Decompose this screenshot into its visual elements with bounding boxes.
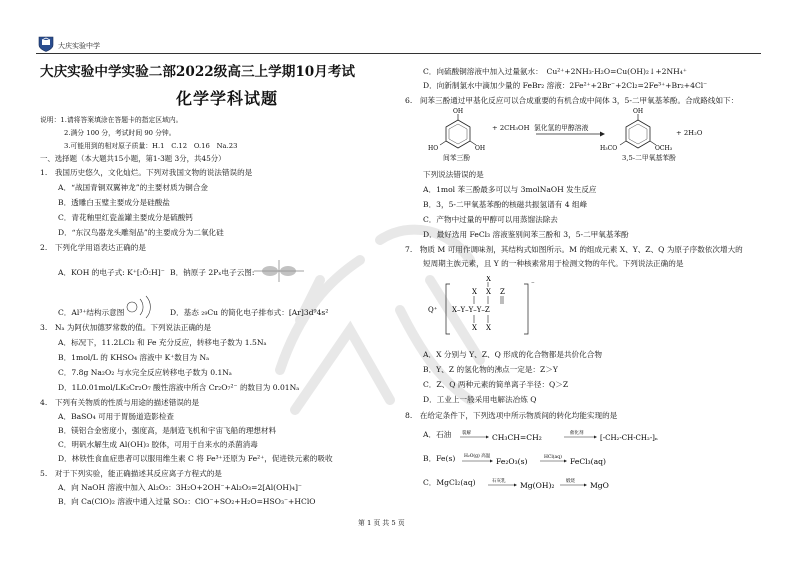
svg-text:X: X: [486, 288, 491, 296]
q5-option-d: D．向新制氯水中滴加少量的 FeBr₂ 溶液：2Fe²⁺+2Br⁻+2Cl₂=2Fe³⁺+Br₂+4Cl⁻: [423, 81, 708, 90]
question-7: 7. 物质 M 可用作调味剂，其结构式如图所示。M 的组成元素 X、Y、Z、Q 为原子序数依次增大的: [405, 245, 743, 254]
school-name: 大庆实验中学: [58, 42, 100, 50]
q2-option-d: D．基态 ₂₉Cu 的简化电子排布式：[Ar]3d⁹4s²: [170, 308, 329, 317]
exam-title: 大庆实验中学实验二部2022级高三上学期10月考试: [40, 64, 356, 80]
question-6: 6. 间苯三酚通过甲基化反应可以合成重要的有机合成中间体 3，5-二甲氧基苯酚。合成路线如下：: [405, 96, 739, 105]
q7-structure-formula: [428, 276, 538, 342]
electron-cloud-figure: [254, 260, 304, 282]
al-ion-structure-diagram: [118, 293, 162, 321]
q3-option-d: D．1L0.01mol/LK₂Cr₂O₇ 酸性溶液中所含 Cr₂O₇²⁻ 的数目为 0.01Nₐ: [58, 383, 300, 392]
q8a-cond1: 裂解: [462, 431, 471, 436]
note-2: 2.满分 100 分，考试时间 90 分钟。: [64, 129, 176, 137]
note-3: 3.可能用到的相对原子质量：H.1 C.12 O.16 Na.23: [64, 142, 238, 150]
question-5: 5. 对于下列实验，能正确描述其反应离子方程式的是: [40, 469, 222, 478]
q8b-cond1: H₂O(g) 高温: [464, 454, 491, 459]
note-1: 说明：1.请将答案填涂在答题卡的指定区域内。: [40, 116, 183, 124]
svg-text:Z: Z: [500, 288, 505, 296]
svg-text:OH: OH: [453, 108, 464, 115]
q8a-product: [-CH₂-CH-CH₂-]ₙ: [600, 434, 658, 442]
page-footer: 第 1 页 共 5 页: [358, 519, 405, 527]
q8b-step2: Fe₂O₃(s): [496, 457, 528, 466]
q8-option-a: A．石油: [423, 430, 452, 439]
q8-chain-c: [480, 476, 740, 494]
q7-option-c: C．Z、Q 两种元素的简单离子半径：Q＞Z: [423, 380, 569, 389]
q6-option-b: B．3，5-二甲氧基苯酚的核磁共振氢谱有 4 组峰: [423, 200, 588, 209]
q8a-cond2: 催化剂: [570, 431, 584, 436]
q4-option-b: B．镁铝合金密度小，强度高，是制造飞机和宇宙飞船的理想材料: [58, 426, 277, 435]
q8c-cond2: 煅烧: [566, 479, 575, 484]
q1-option-a: A．“战国青铜双翼神龙”的主要材质为铜合金: [58, 183, 208, 192]
q6-prompt: 下列说法错误的是: [423, 170, 484, 179]
q8c-step2: Mg(OH)₂: [520, 481, 555, 490]
q8b-product: FeCl₃(aq): [570, 457, 606, 466]
q6-option-d: D．最好选用 FeCl₃ 溶液鉴别间苯三酚和 3，5-二甲氧基苯酚: [423, 230, 629, 239]
svg-text:OH: OH: [633, 108, 644, 115]
q7-option-a: A．X 分别与 Y、Z、Q 形成的化合物都是共价化合物: [423, 350, 602, 359]
header-rule: [36, 53, 761, 54]
q6-option-a: A．1mol 苯三酚最多可以与 3molNaOH 发生反应: [423, 185, 597, 194]
svg-text:X: X: [486, 276, 491, 283]
subject-title: 化学学科试题: [176, 89, 279, 108]
svg-text:X–Y–Y–Y–Z: X–Y–Y–Y–Z: [452, 306, 490, 314]
svg-text:X: X: [486, 324, 491, 332]
q5-option-c: C．向硫酸铜溶液中加入过量氨水： Cu²⁺+2NH₃·H₂O=Cu(OH)₂↓+2NH₄⁺: [423, 67, 687, 76]
q3-option-a: A．标况下，11.2LCl₂ 和 Fe 充分反应，转移电子数为 1.5Nₐ: [58, 338, 267, 347]
q7-cation: Q⁺: [428, 306, 438, 314]
section-heading: 一、选择题（本大题共15小题，第1-3题 3分，共45分）: [40, 154, 226, 163]
q1-option-c: C．青花釉里红瓷盖罐主要成分是硫酸钙: [58, 213, 193, 222]
q2-option-b: B．钠原子 2Pₓ电子云图:: [170, 268, 255, 277]
question-2: 2. 下列化学用语表达正确的是: [40, 243, 146, 252]
svg-text:OH: OH: [475, 145, 486, 152]
q7-option-b: B．Y、Z 的氢化物的沸点一定是：Z＞Y: [423, 365, 558, 374]
q3-option-b: B．1mol/L 的 KHSO₄ 溶液中 K⁺数目为 Nₐ: [58, 353, 210, 362]
q6-product-name: 3,5-二甲氧基苯酚: [622, 154, 676, 162]
svg-text:X: X: [472, 288, 477, 296]
q1-option-d: D．“东汉鸟器龙头雕刻品”的主要成分为二氧化硅: [58, 228, 224, 237]
q8-option-c: C．MgCl₂(aq): [423, 478, 476, 487]
q4-option-d: D．林铁性食血症患者可以服用维生素 C 将 Fe³⁺还原为 Fe²⁺，促进铁元素的吸收: [58, 454, 333, 463]
q8-chain-b: [460, 452, 750, 470]
q4-option-a: A．BaSO₄ 可用于胃肠道造影检查: [58, 412, 175, 421]
q2-option-c: C．Al³⁺结构示意图: [58, 308, 125, 317]
svg-text:HO: HO: [428, 145, 439, 152]
q8c-product: MgO: [590, 481, 609, 490]
q1-option-b: B．透雕白玉璧主要成分是硅酸盐: [58, 198, 170, 207]
q5-option-a: A．向 NaOH 溶液中加入 Al₂O₃：3H₂O+2OH⁻+Al₂O₃=2[Al(OH)₄]⁻: [58, 483, 302, 492]
school-logo: [37, 36, 55, 52]
q6-option-c: C．产物中过量的甲醇可以用蒸馏法除去: [423, 215, 558, 224]
q8c-cond1: 石灰乳: [492, 479, 506, 484]
q8a-step2: CH₃CH=CH₂: [492, 433, 542, 442]
q8-chain-a: [460, 428, 750, 446]
q8-option-b: B．Fe(s): [423, 454, 456, 463]
q6-condition: 氯化氢的甲醇溶液: [534, 124, 589, 132]
q6-reagent: + 2CH₃OH: [492, 124, 530, 132]
svg-text:X: X: [472, 324, 477, 332]
q7-option-d: D．工业上一般采用电解法冶炼 Q: [423, 395, 537, 404]
q6-reactant-name: 间苯三酚: [443, 154, 471, 162]
q6-byproduct: + 2H₂O: [676, 129, 703, 137]
q3-option-c: C．7.8g Na₂O₂ 与水完全反应转移电子数为 0.1Nₐ: [58, 368, 232, 377]
q4-option-c: C．明矾水解生成 Al(OH)₃ 胶体，可用于自来水的杀菌消毒: [58, 440, 258, 449]
svg-text:⁻: ⁻: [531, 280, 535, 288]
question-3: 3. Nₐ 为阿伏加德罗常数的值。下列说法正确的是: [40, 323, 212, 332]
question-7-cont: 短周期主族元素，且 Y 的一种核素常用于检测文物的年代。下列说法正确的是: [423, 259, 684, 268]
svg-text:H₃CO: H₃CO: [600, 145, 618, 152]
question-8: 8. 在给定条件下，下列选项中所示物质间的转化均能实现的是: [405, 411, 618, 420]
q2-option-a: A．KOH 的电子式: K⁺[:Ö:H]⁻: [58, 268, 165, 277]
svg-text:OCH₃: OCH₃: [655, 145, 673, 152]
question-4: 4. 下列有关物质的性质与用途的描述错误的是: [40, 398, 200, 407]
q8b-cond2: HCl(aq): [544, 455, 562, 460]
question-1: 1. 我国历史悠久，文化灿烂。下列对我国文物的说法错误的是: [40, 168, 253, 177]
q5-option-b: B．向 Ca(ClO)₂ 溶液中通入过量 SO₂：ClO⁻+SO₂+H₂O=HSO₃⁻+HClO: [58, 497, 316, 506]
